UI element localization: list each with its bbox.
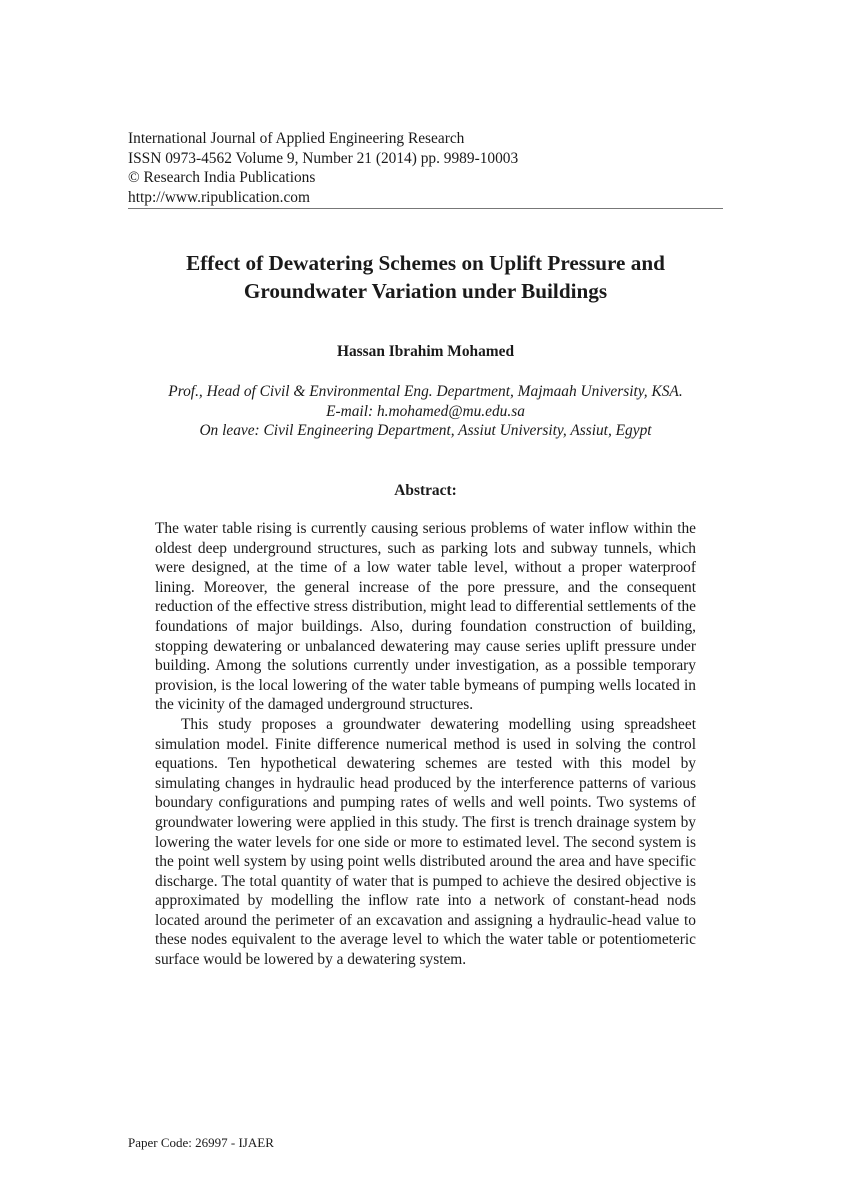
journal-header	[128, 129, 723, 207]
paper-title-line-2: Groundwater Variation under Buildings	[243, 278, 608, 303]
journal-publisher: © Research India Publications	[128, 169, 316, 187]
author-affiliation	[128, 382, 723, 441]
abstract-paragraph: The water table rising is currently causing serious problems of water inflow within the oldest deep underground structures, such as parking lots and subway tunnels, which were designed, at the time of a low water table level, without a proper waterproof lining. Moreover, the general increase of the pore pressure, and the consequent reduction of the effective stress distribution, might lead to differential settlements of the foundations of major buildings. Also, during foundation construction of building, stopping dewatering or unbalanced dewatering may cause series uplift pressure under building. Among the solutions currently under investigation, as a possible temporary provision, is the local lowering of the water table bymeans of pumping wells located in the vicinity of the damaged underground structures.	[155, 520, 696, 714]
paper-title-line-1: Effect of Dewatering Schemes on Uplift Pressure and	[186, 251, 665, 275]
header-divider	[128, 208, 723, 209]
affiliation-on-leave: On leave: Civil Engineering Department, Assiut University, Assiut, Egypt	[199, 422, 652, 440]
paper-code-footer: Paper Code: 26997 - IJAER	[128, 1135, 274, 1150]
author-email[interactable]: E-mail: h.mohamed@mu.edu.sa	[326, 402, 525, 420]
paper-title	[128, 250, 723, 305]
author-name: Hassan Ibrahim Mohamed	[336, 343, 514, 360]
journal-url[interactable]: http://www.ripublication.com	[128, 188, 310, 206]
affiliation-position: Prof., Head of Civil & Environmental Eng. Department, Majmaah University, KSA.	[168, 383, 683, 400]
journal-issn-volume: ISSN 0973-4562 Volume 9, Number 21 (2014) pp. 9989-10003	[128, 149, 519, 167]
abstract-body	[155, 519, 696, 970]
journal-name: International Journal of Applied Engineering Research	[128, 130, 465, 147]
abstract-paragraph: This study proposes a groundwater dewatering modelling using spreadsheet simulation model. Finite difference numerical method is used in solving the control equations. Ten hypothetical dewatering schemes are tested with this model by simulating changes in hydraulic head produced by the interference patterns of various boundary configurations and pumping rates of wells and well points. Two systems of groundwater lowering were applied in this study. The first is trench drainage system by lowering the water levels for one side or more to estimated level. The second system is the point well system by using point wells distributed around the area and have specific discharge. The total quantity of water that is pumped to achieve the desired objective is approximated by modelling the inflow rate into a network of constant-head nods located around the perimeter of an excavation and assigning a hydraulic-head value to these nodes equivalent to the average level to which the water table or potentiometeric surface would be lowered by a dewatering system.	[155, 715, 696, 969]
abstract-heading: Abstract:	[394, 482, 457, 499]
